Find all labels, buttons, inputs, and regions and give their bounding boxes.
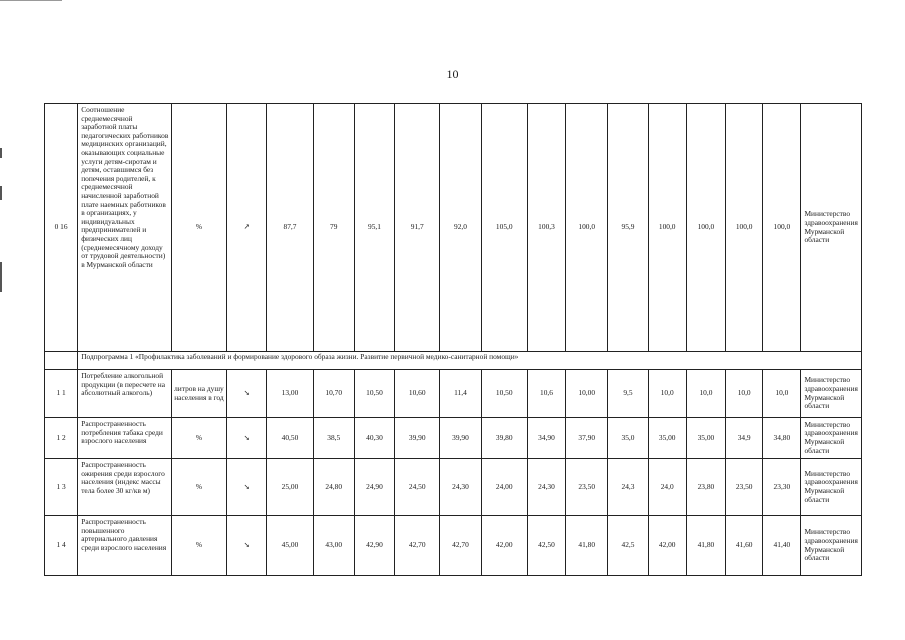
row-number-cell: 1 2 bbox=[45, 418, 78, 459]
value-cell: 39,90 bbox=[395, 418, 440, 459]
value-cell: 10,00 bbox=[566, 370, 608, 418]
value-cell: 34,9 bbox=[726, 418, 763, 459]
unit-cell: % bbox=[171, 418, 226, 459]
scan-edge-mark bbox=[0, 186, 2, 200]
trend-arrow-icon: ↘ bbox=[227, 459, 267, 516]
value-cell: 42,90 bbox=[354, 516, 394, 576]
value-cell: 45,00 bbox=[267, 516, 313, 576]
row-number-cell: 1 3 bbox=[45, 459, 78, 516]
row-number-cell: 1 1 bbox=[45, 370, 78, 418]
value-cell: 10,0 bbox=[648, 370, 686, 418]
value-cell: 40,30 bbox=[354, 418, 394, 459]
value-cell: 13,00 bbox=[267, 370, 313, 418]
value-cell: 24,30 bbox=[527, 459, 565, 516]
value-cell: 39,80 bbox=[481, 418, 527, 459]
value-cell: 35,00 bbox=[686, 418, 725, 459]
value-cell: 23,80 bbox=[686, 459, 725, 516]
indicator-name-cell: Распространенность потребления табака среди взрослого населения bbox=[78, 418, 172, 459]
value-cell: 41,80 bbox=[686, 516, 725, 576]
value-cell: 23,30 bbox=[763, 459, 801, 516]
value-cell: 91,7 bbox=[395, 104, 440, 352]
value-cell: 24,00 bbox=[481, 459, 527, 516]
scan-corner-line bbox=[0, 0, 62, 1]
value-cell: 10,60 bbox=[395, 370, 440, 418]
responsible-org-cell: Министерство здравоохранения Мурманской области bbox=[801, 459, 862, 516]
value-cell: 10,50 bbox=[354, 370, 394, 418]
value-cell: 11,4 bbox=[440, 370, 481, 418]
value-cell: 24,50 bbox=[395, 459, 440, 516]
table-section-subprogram bbox=[45, 352, 862, 370]
unit-cell: % bbox=[171, 104, 226, 352]
row-number-cell: 0 16 bbox=[45, 104, 78, 352]
subprogram-row bbox=[45, 352, 862, 370]
value-cell: 95,1 bbox=[354, 104, 394, 352]
value-cell: 42,00 bbox=[481, 516, 527, 576]
value-cell: 10,6 bbox=[527, 370, 565, 418]
subprogram-num-cell bbox=[45, 352, 78, 370]
value-cell: 42,5 bbox=[608, 516, 648, 576]
value-cell: 23,50 bbox=[726, 459, 763, 516]
value-cell: 100,0 bbox=[763, 104, 801, 352]
value-cell: 41,60 bbox=[726, 516, 763, 576]
value-cell: 41,40 bbox=[763, 516, 801, 576]
responsible-org-cell: Министерство здравоохранения Мурманской области bbox=[801, 418, 862, 459]
table-section-before bbox=[45, 104, 862, 352]
page-number: 10 bbox=[446, 67, 459, 81]
subprogram-title: Подпрограмма 1 «Профилактика заболеваний и формирование здорового образа жизни. Развитие первичной медико-санитарной помощи» bbox=[78, 352, 862, 370]
value-cell: 37,90 bbox=[566, 418, 608, 459]
value-cell: 105,0 bbox=[481, 104, 527, 352]
value-cell: 10,0 bbox=[763, 370, 801, 418]
responsible-org-cell: Министерство здравоохранения Мурманской области bbox=[801, 104, 862, 352]
value-cell: 39,90 bbox=[440, 418, 481, 459]
trend-arrow-icon: ↘ bbox=[227, 370, 267, 418]
unit-cell: % bbox=[171, 516, 226, 576]
value-cell: 10,0 bbox=[726, 370, 763, 418]
value-cell: 87,7 bbox=[267, 104, 313, 352]
value-cell: 34,90 bbox=[527, 418, 565, 459]
indicators-table bbox=[44, 103, 862, 576]
value-cell: 25,00 bbox=[267, 459, 313, 516]
table-section-after bbox=[45, 370, 862, 576]
value-cell: 43,00 bbox=[313, 516, 354, 576]
value-cell: 24,90 bbox=[354, 459, 394, 516]
value-cell: 79 bbox=[313, 104, 354, 352]
scan-edge-mark bbox=[0, 148, 2, 158]
value-cell: 42,70 bbox=[395, 516, 440, 576]
value-cell: 100,0 bbox=[648, 104, 686, 352]
unit-cell: литров на душу населения в год bbox=[171, 370, 226, 418]
value-cell: 100,0 bbox=[566, 104, 608, 352]
value-cell: 100,3 bbox=[527, 104, 565, 352]
row-number-cell: 1 4 bbox=[45, 516, 78, 576]
value-cell: 10,50 bbox=[481, 370, 527, 418]
unit-cell: % bbox=[171, 459, 226, 516]
value-cell: 38,5 bbox=[313, 418, 354, 459]
trend-arrow-icon: ↘ bbox=[227, 516, 267, 576]
value-cell: 34,80 bbox=[763, 418, 801, 459]
value-cell: 95,9 bbox=[608, 104, 648, 352]
value-cell: 24,80 bbox=[313, 459, 354, 516]
value-cell: 42,70 bbox=[440, 516, 481, 576]
value-cell: 42,50 bbox=[527, 516, 565, 576]
value-cell: 42,00 bbox=[648, 516, 686, 576]
value-cell: 24,0 bbox=[648, 459, 686, 516]
trend-arrow-icon: ↘ bbox=[227, 418, 267, 459]
indicator-name-cell: Потребление алкогольной продукции (в пересчете на абсолютный алкоголь) bbox=[78, 370, 172, 418]
value-cell: 24,3 bbox=[608, 459, 648, 516]
table-row bbox=[45, 370, 862, 418]
value-cell: 24,30 bbox=[440, 459, 481, 516]
scan-edge-mark bbox=[0, 262, 2, 292]
value-cell: 10,70 bbox=[313, 370, 354, 418]
table-row bbox=[45, 516, 862, 576]
trend-arrow-icon: ↗ bbox=[227, 104, 267, 352]
value-cell: 100,0 bbox=[726, 104, 763, 352]
table-row bbox=[45, 418, 862, 459]
value-cell: 35,00 bbox=[648, 418, 686, 459]
indicator-name-cell: Соотношение среднемесячной заработной платы педагогических работников медицинских организаций, оказывающих социальные услуги детям-сиротам и детям, оставшимся без попечения родителей, к среднемесячной начисленной заработной плате наемных работников в организациях, у индивидуальных предпринимателей и физических лиц (среднемесячному доходу от трудовой деятельности) в Мурманской области bbox=[78, 104, 172, 352]
indicator-name-cell: Распространенность ожирения среди взрослого населения (индекс массы тела более 30 кг/кв м) bbox=[78, 459, 172, 516]
table-row bbox=[45, 459, 862, 516]
value-cell: 92,0 bbox=[440, 104, 481, 352]
value-cell: 35,0 bbox=[608, 418, 648, 459]
value-cell: 9,5 bbox=[608, 370, 648, 418]
indicator-name-cell: Распространенность повышенного артериального давления среди взрослого населения bbox=[78, 516, 172, 576]
responsible-org-cell: Министерство здравоохранения Мурманской области bbox=[801, 370, 862, 418]
value-cell: 10,0 bbox=[686, 370, 725, 418]
value-cell: 23,50 bbox=[566, 459, 608, 516]
table-row bbox=[45, 104, 862, 352]
value-cell: 41,80 bbox=[566, 516, 608, 576]
responsible-org-cell: Министерство здравоохранения Мурманской области bbox=[801, 516, 862, 576]
value-cell: 100,0 bbox=[686, 104, 725, 352]
value-cell: 40,50 bbox=[267, 418, 313, 459]
